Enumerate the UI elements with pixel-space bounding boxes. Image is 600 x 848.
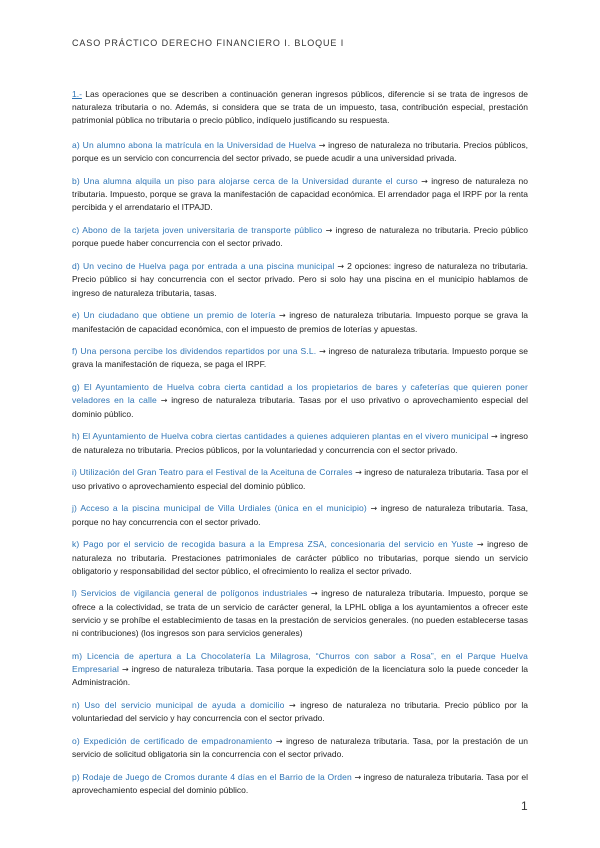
list-item <box>72 381 528 420</box>
item-question: p) Rodaje de Juego de Cromos durante 4 días en el Barrio de la Orden <box>72 771 352 782</box>
arrow-icon: → <box>355 468 362 478</box>
page-header: CASO PRÁCTICO DERECHO FINANCIERO I. BLOQUE I <box>72 38 345 48</box>
arrow-icon: → <box>275 736 283 746</box>
arrow-icon: → <box>476 540 484 550</box>
item-question: g) El Ayuntamiento de Huelva cobra cierta cantidad a los propietarios de bares y cafeterías que quieren poner veladores en la calle <box>72 382 528 406</box>
intro-paragraph <box>72 88 528 127</box>
item-answer: ingreso de naturaleza no tributaria. Precio público por la voluntariedad del servicio y hay concurrencia con el sector privado. <box>72 699 528 723</box>
list-item <box>72 502 528 528</box>
item-answer: ingreso de naturaleza tributaria. Impuesto porque se grava la manifestación de capacidad económica, con el impuesto de premios de loterías y apuestas. <box>72 310 528 334</box>
item-question: f) Una persona percibe los dividendos repartidos por una S.L. <box>72 346 317 357</box>
list-item <box>72 345 528 371</box>
item-question: d) Un vecino de Huelva paga por entrada a una piscina municipal <box>72 261 335 272</box>
intro-text: Las operaciones que se describen a continuación generan ingresos públicos, diferencie si se trata de ingresos de naturaleza tributaria o no. Además, si considera que se trata de un impuesto, tasa, contribución especial, prestación patrimonial pública no tributaria o precio público, indíquelo justificando su respuesta. <box>72 89 528 126</box>
question-number: 1.- <box>72 89 82 99</box>
item-answer: ingreso de naturaleza tributaria. Tasas por el uso privativo o aprovechamiento especial del dominio público. <box>72 395 528 419</box>
item-question: k) Pago por el servicio de recogida basura a la Empresa ZSA, concesionaria del servicio en Yuste <box>72 539 474 550</box>
item-question: a) Un alumno abona la matrícula en la Universidad de Huelva <box>72 140 317 151</box>
item-answer: ingreso de naturaleza no tributaria. Precios públicos, porque es un servicio con concurrencia del sector privado, se puede acudir a una universidad privada. <box>72 140 528 164</box>
list-item <box>72 699 528 725</box>
document-body <box>72 88 528 807</box>
item-question: b) Una alumna alquila un piso para alojarse cerca de la Universidad durante el curso <box>72 176 418 187</box>
arrow-icon: → <box>278 311 286 321</box>
item-question: m) Licencia de apertura a La Chocolatería La Milagrosa, “Churros con sabor a Rosa”, en el Parque Huelva Empresarial <box>72 650 528 674</box>
item-question: i) Utilización del Gran Teatro para el Festival de la Aceituna de Corrales <box>72 467 353 478</box>
arrow-icon: → <box>354 772 362 782</box>
arrow-icon: → <box>337 262 345 272</box>
list-item <box>72 735 528 761</box>
page-number: 1 <box>521 799 528 813</box>
arrow-icon: → <box>319 347 326 357</box>
item-answer: ingreso de naturaleza no tributaria. Precio público porque puede haber concurrencia con el sector privado. <box>72 225 528 249</box>
item-answer: ingreso de naturaleza tributaria. Tasa, por la prestación de un servicio de solicitud obligatoria sin la concurrencia con el sector privado. <box>72 735 528 759</box>
item-question: e) Un ciudadano que obtiene un premio de lotería <box>72 310 276 321</box>
list-item <box>72 650 528 689</box>
list-item <box>72 175 528 214</box>
arrow-icon: → <box>122 664 129 674</box>
list-item <box>72 771 528 797</box>
answer-list <box>72 139 528 797</box>
list-item <box>72 587 528 639</box>
arrow-icon: → <box>490 432 498 442</box>
item-answer: ingreso de naturaleza tributaria. Impuesto porque se grava la manifestación de riqueza, se paga el IRPF. <box>72 346 528 370</box>
list-item <box>72 538 528 577</box>
item-answer: ingreso de naturaleza no tributaria. Prestaciones patrimoniales de carácter público no tributarias, porque siendo un servicio obligatorio y responsabilidad del sector público, el ofrecimiento lo realiza el sector privado. <box>72 539 528 576</box>
item-question: j) Acceso a la piscina municipal de Villa Urdiales (única en el municipio) <box>72 503 367 514</box>
arrow-icon: → <box>310 589 318 599</box>
list-item <box>72 224 528 250</box>
item-answer: ingreso de naturaleza tributaria. Tasa porque la expedición de la licenciatura solo la puede conceder la Administración. <box>72 663 528 687</box>
item-answer: ingreso de naturaleza tributaria. Tasa por el aprovechamiento especial del dominio público. <box>72 771 528 795</box>
list-item <box>72 260 528 299</box>
list-item <box>72 139 528 165</box>
item-answer: ingreso de naturaleza tributaria. Tasa, porque no hay concurrencia con el sector privado. <box>72 503 528 527</box>
arrow-icon: → <box>370 504 378 514</box>
list-item <box>72 430 528 456</box>
item-answer: ingreso de naturaleza no tributaria. Precios públicos, por la voluntariedad y concurrencia con el sector privado. <box>72 431 528 455</box>
arrow-icon: → <box>289 700 296 710</box>
item-answer: 2 opciones: ingreso de naturaleza no tributaria. Precio público si hay concurrencia con el sector privado. Pero si solo hay una piscina en el municipio hablamos de ingreso de naturaleza tributaria, tasas. <box>72 261 528 298</box>
arrow-icon: → <box>325 226 333 236</box>
item-question: o) Expedición de certificado de empadronamiento <box>72 735 273 746</box>
item-question: l) Servicios de vigilancia general de polígonos industriales <box>72 588 308 599</box>
arrow-icon: → <box>160 396 168 406</box>
list-item <box>72 309 528 335</box>
list-item <box>72 466 528 492</box>
item-question: h) El Ayuntamiento de Huelva cobra ciertas cantidades a quienes adquieren plantas en el vivero municipal <box>72 431 489 442</box>
item-question: c) Abono de la tarjeta joven universitaria de transporte público <box>72 225 323 236</box>
arrow-icon: → <box>421 177 428 187</box>
item-answer: ingreso de naturaleza no tributaria. Impuesto, porque se grava la manifestación de capacidad económica. El arrendador paga el IRPF por la renta percibida y el arrendatario el ITPAJD. <box>72 176 528 213</box>
item-question: n) Uso del servicio municipal de ayuda a domicilio <box>72 699 285 710</box>
item-answer: ingreso de naturaleza tributaria. Tasa por el uso privativo o aprovechamiento especial del dominio público. <box>72 467 528 491</box>
item-answer: ingreso de naturaleza tributaria. Impuesto, porque se ofrece a la colectividad, se trata de un servicio de carácter general, la LPHL obliga a los ayuntamientos a ofrecer este servicio y se prohíbe el establecimiento de tasas en la prestación de servicios generales. (no pueden establecerse tasas ni contribuciones) (los ingresos son para servicios generales) <box>72 588 528 638</box>
arrow-icon: → <box>318 141 326 151</box>
